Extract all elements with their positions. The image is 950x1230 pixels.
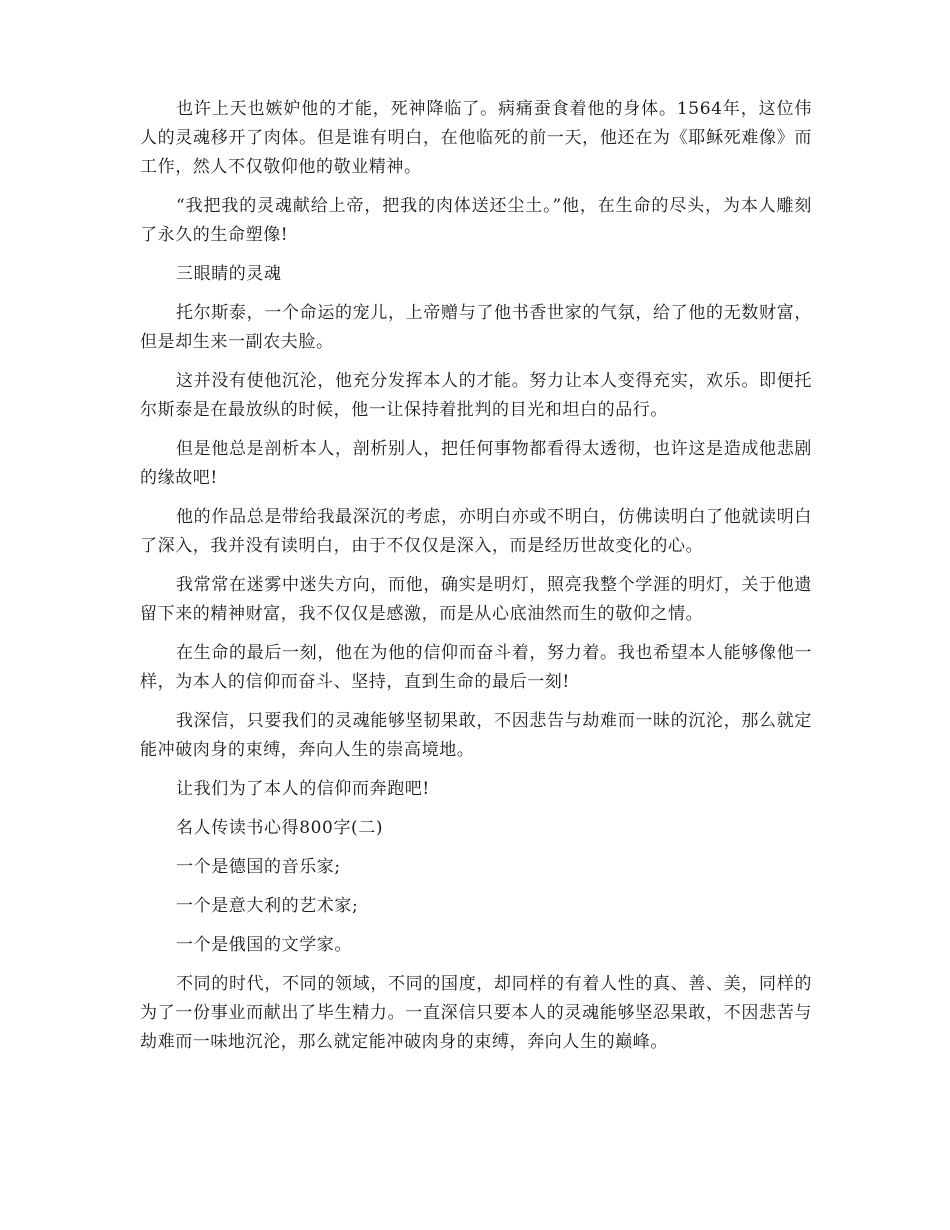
- paragraph: 我常常在迷雾中迷失方向，而他，确实是明灯，照亮我整个学涯的明灯，关于他遗留下来的精神财富，我不仅仅是感激，而是从心底油然而生的敬仰之情。: [140, 575, 812, 624]
- paragraph: 在生命的最后一刻，他在为他的信仰而奋斗着，努力着。我也希望本人能够像他一样，为本人的信仰而奋斗、坚持，直到生命的最后一刻!: [140, 643, 812, 692]
- section-heading: 三眼睛的灵魂: [176, 264, 282, 284]
- paragraph: 他的作品总是带给我最深沉的考虑，亦明白亦或不明白，仿佛读明白了他就读明白了深入，我并没有读明白，由于不仅仅是深入，而是经历世故变化的心。: [140, 507, 812, 556]
- paragraph: 一个是意大利的艺术家;: [176, 896, 359, 916]
- paragraph: 我深信，只要我们的灵魂能够坚韧果敢，不因悲告与劫难而一昧的沉沦，那么就定能冲破肉身的束缚，奔向人生的崇高境地。: [140, 711, 812, 760]
- paragraph: 这并没有使他沉沦，他充分发挥本人的才能。努力让本人变得充实，欢乐。即便托尔斯泰是在最放纵的时候，他一让保持着批判的目光和坦白的品行。: [140, 371, 812, 420]
- paragraph: 一个是德国的音乐家;: [176, 857, 341, 877]
- paragraph: 也许上天也嫉妒他的才能，死神降临了。病痛蚕食着他的身体。1564年，这位伟人的灵魂移开了肉体。但是谁有明白，在他临死的前一天，他还在为《耶稣死难像》而工作，然人不仅敬仰他的敬业精神。: [140, 99, 812, 177]
- document-page: [140, 95, 812, 1067]
- paragraph: 不同的时代，不同的领域，不同的国度，却同样的有着人性的真、善、美，同样的为了一份事业而献出了毕生精力。一直深信只要本人的灵魂能够坚忍果敢，不因悲苦与劫难而一味地沉沦，那么就定能冲破肉身的束缚，奔向人生的巅峰。: [140, 974, 812, 1052]
- paragraph: 让我们为了本人的信仰而奔跑吧!: [176, 779, 430, 799]
- paragraph: “我把我的灵魂献给上帝，把我的肉体送还尘土。”他，在生命的尽头，为本人雕刻了永久的生命塑像!: [140, 196, 812, 245]
- paragraph: 一个是俄国的文学家。: [176, 935, 352, 955]
- section-heading: 名人传读书心得800字(二): [176, 818, 384, 838]
- paragraph: 托尔斯泰，一个命运的宠儿，上帝赠与了他书香世家的气氛，给了他的无数财富，但是却生来一副农夫脸。: [140, 303, 812, 352]
- paragraph: 但是他总是剖析本人，剖析别人，把任何事物都看得太透彻，也许这是造成他悲剧的缘故吧!: [140, 439, 812, 488]
